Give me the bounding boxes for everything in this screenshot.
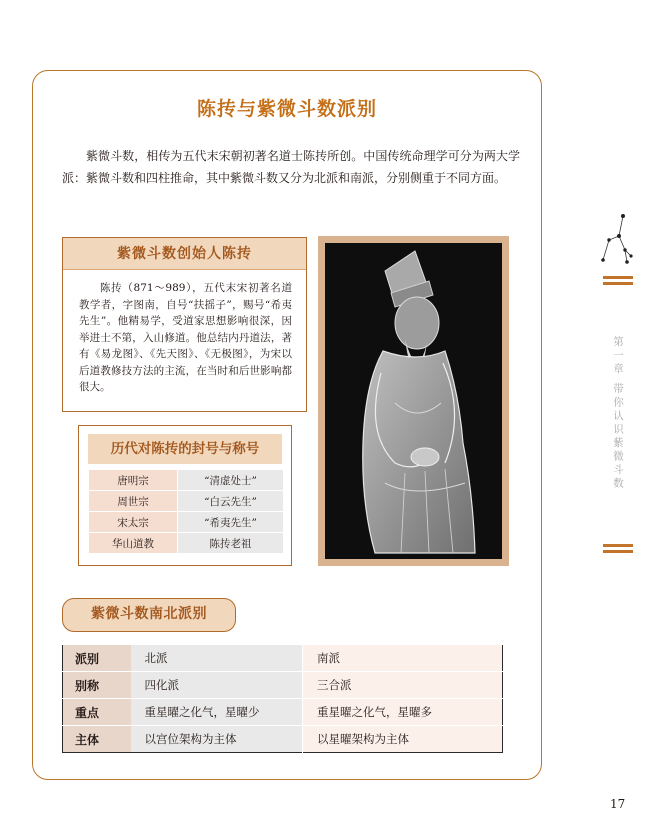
founder-heading: 紫微斗数创始人陈抟 xyxy=(63,238,306,270)
sects-table xyxy=(62,644,503,753)
row-label: 主体 xyxy=(63,726,131,753)
north-cell: 四化派 xyxy=(131,672,303,699)
portrait-image xyxy=(325,243,502,559)
table-row xyxy=(63,672,503,699)
honor-giver: 宋太宗 xyxy=(89,512,177,532)
table-row xyxy=(63,726,503,753)
chapter-label: 第一章 带你认识紫微斗数 xyxy=(612,336,624,491)
side-divider-bottom xyxy=(603,544,633,547)
row-label: 派别 xyxy=(63,645,131,672)
south-cell: 三合派 xyxy=(303,672,503,699)
side-divider-top xyxy=(603,282,633,285)
side-divider-bottom xyxy=(603,550,633,553)
founder-box xyxy=(62,237,307,412)
honor-title: “希夷先生” xyxy=(177,512,283,532)
page-title: 陈抟与紫微斗数派别 xyxy=(196,98,377,120)
honors-heading: 历代对陈抟的封号与称号 xyxy=(88,434,282,464)
chen-tuan-portrait xyxy=(318,236,509,566)
south-cell: 重星曜之化气，星曜多 xyxy=(303,699,503,726)
table-row xyxy=(89,491,283,511)
founder-text: 陈抟（871～989），五代末宋初著名道教学者，字图南，自号“扶摇子”，赐号“希夷先生”。他精易学，受道家思想影响很深，因举进士不第，入山修道。他总结内丹道法，著有《易龙图》、《先天图》、《无极图》，为宋以后道教修技方法的主流，在当时和后世影响都很大。 xyxy=(79,282,292,393)
honor-title: “白云先生” xyxy=(177,491,283,511)
sects-heading: 紫微斗数南北派别 xyxy=(62,598,236,632)
table-row xyxy=(89,533,283,553)
row-label: 别称 xyxy=(63,672,131,699)
north-cell: 以宫位架构为主体 xyxy=(131,726,303,753)
honor-giver: 华山道教 xyxy=(89,533,177,553)
north-cell: 重星曜之化气，星曜少 xyxy=(131,699,303,726)
table-row xyxy=(89,512,283,532)
table-row xyxy=(63,699,503,726)
table-row xyxy=(89,470,283,490)
page-number: 17 xyxy=(610,797,626,811)
portrait-figure-icon xyxy=(325,243,502,559)
south-cell: 以星曜架构为主体 xyxy=(303,726,503,753)
honor-giver: 周世宗 xyxy=(89,491,177,511)
intro-paragraph: 紫微斗数，相传为五代末宋朝初著名道士陈抟所创。中国传统命理学可分为两大学派：紫微斗数和四柱推命，其中紫微斗数又分为北派和南派，分别侧重于不同方面。 xyxy=(62,149,520,185)
honors-table xyxy=(89,469,283,554)
honor-title: “清虚处士” xyxy=(177,470,283,490)
south-cell: 南派 xyxy=(303,645,503,672)
table-row xyxy=(63,645,503,672)
row-label: 重点 xyxy=(63,699,131,726)
constellation-icon xyxy=(597,210,637,270)
side-divider-top xyxy=(603,276,633,279)
honors-box xyxy=(78,425,292,566)
honor-giver: 唐明宗 xyxy=(89,470,177,490)
honor-title: 陈抟老祖 xyxy=(177,533,283,553)
north-cell: 北派 xyxy=(131,645,303,672)
